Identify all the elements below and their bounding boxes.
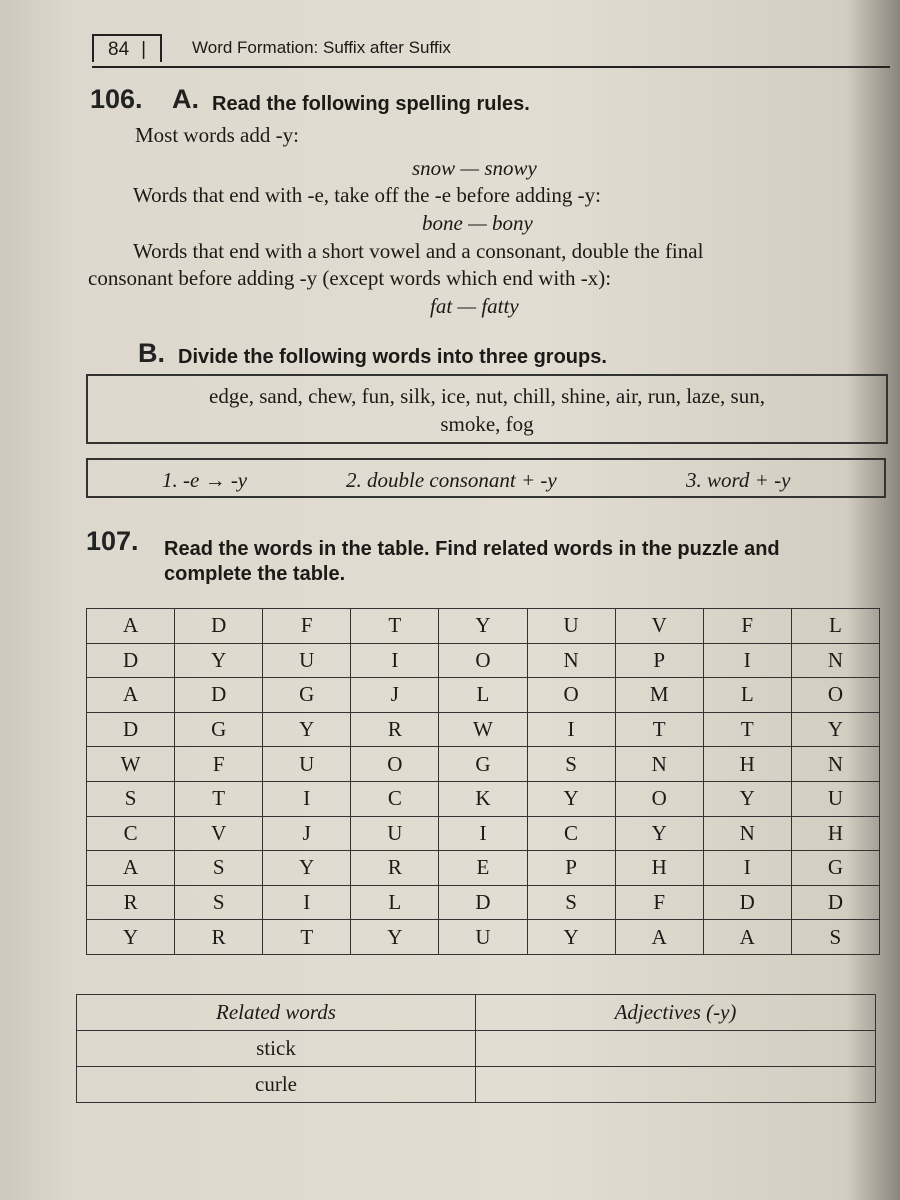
- group-2-label: 2. double consonant + -y: [346, 468, 557, 492]
- puzzle-cell: G: [791, 851, 879, 886]
- groups-box: [86, 458, 886, 498]
- related-words-header: Related words: [77, 995, 476, 1031]
- puzzle-row: [87, 885, 880, 920]
- table-row: [77, 1031, 876, 1067]
- puzzle-cell: U: [351, 816, 439, 851]
- puzzle-cell: Y: [351, 920, 439, 955]
- puzzle-cell: N: [615, 747, 703, 782]
- puzzle-cell: S: [87, 781, 175, 816]
- rule-3-line-1: Words that end with a short vowel and a consonant, double the final: [133, 239, 704, 263]
- exercise-107-instruction-line-1: Read the words in the table. Find related words in the puzzle and: [164, 538, 780, 560]
- puzzle-cell: H: [703, 747, 791, 782]
- puzzle-cell: L: [703, 678, 791, 713]
- related-word-cell: curle: [77, 1067, 476, 1103]
- puzzle-row: [87, 816, 880, 851]
- puzzle-cell: Y: [263, 851, 351, 886]
- puzzle-cell: W: [439, 712, 527, 747]
- example-2: bone — bony: [422, 211, 533, 235]
- puzzle-cell: A: [87, 678, 175, 713]
- puzzle-cell: Y: [87, 920, 175, 955]
- puzzle-cell: F: [703, 609, 791, 644]
- puzzle-cell: A: [703, 920, 791, 955]
- page-header: [92, 30, 890, 68]
- rule-1: Most words add -y:: [135, 123, 299, 147]
- puzzle-cell: D: [175, 609, 263, 644]
- part-a-letter: A.: [172, 84, 199, 114]
- puzzle-cell: N: [527, 643, 615, 678]
- puzzle-cell: V: [175, 816, 263, 851]
- puzzle-cell: S: [527, 747, 615, 782]
- adjectives-header: Adjectives (-y): [476, 995, 876, 1031]
- puzzle-cell: O: [439, 643, 527, 678]
- group-3-label: 3. word + -y: [686, 468, 791, 492]
- related-words-table: [76, 994, 876, 1103]
- exercise-107-instruction-line-2: complete the table.: [164, 563, 346, 585]
- puzzle-cell: G: [263, 678, 351, 713]
- puzzle-cell: U: [527, 609, 615, 644]
- puzzle-cell: G: [175, 712, 263, 747]
- puzzle-cell: K: [439, 781, 527, 816]
- puzzle-cell: L: [791, 609, 879, 644]
- puzzle-cell: A: [87, 851, 175, 886]
- puzzle-cell: M: [615, 678, 703, 713]
- puzzle-cell: D: [439, 885, 527, 920]
- puzzle-row: [87, 781, 880, 816]
- puzzle-cell: Y: [527, 920, 615, 955]
- group-1-label: 1. -e → -y: [162, 468, 248, 492]
- puzzle-cell: I: [703, 643, 791, 678]
- puzzle-cell: C: [527, 816, 615, 851]
- puzzle-cell: T: [175, 781, 263, 816]
- puzzle-cell: L: [351, 885, 439, 920]
- example-1: snow — snowy: [412, 156, 537, 180]
- puzzle-cell: Y: [175, 643, 263, 678]
- page-number: 84: [108, 39, 130, 60]
- example-3: fat — fatty: [430, 294, 519, 318]
- puzzle-cell: H: [791, 816, 879, 851]
- puzzle-cell: N: [791, 643, 879, 678]
- puzzle-cell: P: [527, 851, 615, 886]
- puzzle-cell: U: [263, 643, 351, 678]
- puzzle-cell: J: [351, 678, 439, 713]
- page-number-box: 84 |: [92, 34, 162, 62]
- puzzle-cell: I: [263, 885, 351, 920]
- puzzle-cell: W: [87, 747, 175, 782]
- puzzle-cell: H: [615, 851, 703, 886]
- puzzle-cell: C: [87, 816, 175, 851]
- puzzle-cell: U: [263, 747, 351, 782]
- puzzle-cell: E: [439, 851, 527, 886]
- puzzle-cell: O: [351, 747, 439, 782]
- puzzle-cell: N: [791, 747, 879, 782]
- puzzle-cell: S: [175, 885, 263, 920]
- puzzle-row: [87, 643, 880, 678]
- puzzle-cell: S: [791, 920, 879, 955]
- puzzle-row: [87, 920, 880, 955]
- table-row: [77, 1067, 876, 1103]
- part-a-instruction: Read the following spelling rules.: [212, 93, 530, 115]
- puzzle-cell: P: [615, 643, 703, 678]
- puzzle-cell: F: [615, 885, 703, 920]
- word-list-line-1: edge, sand, chew, fun, silk, ice, nut, chill, shine, air, run, laze, sun,: [209, 384, 765, 408]
- puzzle-cell: D: [703, 885, 791, 920]
- puzzle-cell: U: [791, 781, 879, 816]
- puzzle-cell: T: [263, 920, 351, 955]
- rule-3-line-2: consonant before adding -y (except words which end with -x):: [88, 266, 612, 290]
- puzzle-cell: Y: [791, 712, 879, 747]
- rule-2: Words that end with -e, take off the -e before adding -y:: [133, 183, 601, 207]
- puzzle-cell: A: [87, 609, 175, 644]
- puzzle-cell: Y: [615, 816, 703, 851]
- puzzle-row: [87, 609, 880, 644]
- exercise-106-number: 106.: [90, 84, 143, 114]
- related-word-cell: stick: [77, 1031, 476, 1067]
- puzzle-cell: D: [791, 885, 879, 920]
- puzzle-cell: R: [351, 851, 439, 886]
- puzzle-cell: U: [439, 920, 527, 955]
- puzzle-cell: O: [527, 678, 615, 713]
- puzzle-cell: I: [703, 851, 791, 886]
- part-b-letter: B.: [138, 338, 165, 368]
- puzzle-cell: F: [175, 747, 263, 782]
- puzzle-cell: S: [527, 885, 615, 920]
- puzzle-cell: I: [351, 643, 439, 678]
- puzzle-cell: O: [615, 781, 703, 816]
- puzzle-cell: I: [263, 781, 351, 816]
- puzzle-cell: G: [439, 747, 527, 782]
- header-title: Word Formation: Suffix after Suffix: [192, 38, 451, 57]
- puzzle-cell: V: [615, 609, 703, 644]
- puzzle-cell: D: [87, 643, 175, 678]
- exercise-107-number: 107.: [86, 526, 139, 556]
- table-header-row: [77, 995, 876, 1031]
- puzzle-cell: A: [615, 920, 703, 955]
- word-list-line-2: smoke, fog: [440, 412, 534, 436]
- puzzle-cell: S: [175, 851, 263, 886]
- puzzle-cell: J: [263, 816, 351, 851]
- puzzle-cell: Y: [527, 781, 615, 816]
- word-puzzle-grid: [86, 608, 880, 955]
- puzzle-cell: T: [615, 712, 703, 747]
- puzzle-cell: R: [351, 712, 439, 747]
- puzzle-row: [87, 678, 880, 713]
- puzzle-cell: F: [263, 609, 351, 644]
- puzzle-cell: Y: [439, 609, 527, 644]
- puzzle-cell: L: [439, 678, 527, 713]
- puzzle-cell: D: [175, 678, 263, 713]
- word-list-box: [86, 374, 888, 444]
- puzzle-cell: D: [87, 712, 175, 747]
- puzzle-cell: I: [527, 712, 615, 747]
- puzzle-cell: C: [351, 781, 439, 816]
- puzzle-row: [87, 851, 880, 886]
- puzzle-cell: N: [703, 816, 791, 851]
- adjective-answer-cell[interactable]: [476, 1067, 876, 1103]
- part-b-instruction: Divide the following words into three groups.: [178, 346, 607, 368]
- puzzle-cell: T: [351, 609, 439, 644]
- puzzle-row: [87, 747, 880, 782]
- puzzle-cell: I: [439, 816, 527, 851]
- puzzle-cell: O: [791, 678, 879, 713]
- puzzle-cell: Y: [703, 781, 791, 816]
- adjective-answer-cell[interactable]: [476, 1031, 876, 1067]
- puzzle-cell: T: [703, 712, 791, 747]
- puzzle-cell: Y: [263, 712, 351, 747]
- puzzle-cell: R: [87, 885, 175, 920]
- puzzle-row: [87, 712, 880, 747]
- puzzle-cell: R: [175, 920, 263, 955]
